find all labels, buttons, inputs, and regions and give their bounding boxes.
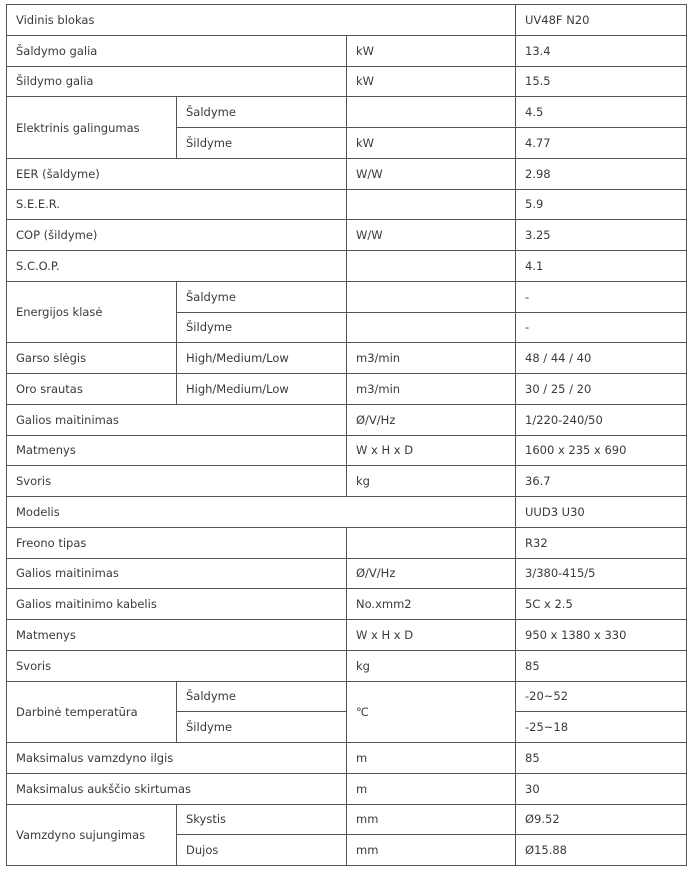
row-value: 15.5 [516,66,687,97]
row-unit: No.xmm2 [347,589,516,620]
row-label: Energijos klasė [7,281,177,343]
table-row [7,743,687,774]
table-row [7,558,687,589]
row-value: 4.1 [516,251,687,282]
table-row [7,374,687,405]
table-row [7,5,687,36]
row-sublabel: Šaldyme [177,281,347,312]
row-unit: kW [347,66,516,97]
row-label: Šildymo galia [7,66,347,97]
row-value: 85 [516,650,687,681]
row-mode: High/Medium/Low [177,374,347,405]
row-label: Šaldymo galia [7,35,347,66]
table-row [7,620,687,651]
row-value: UV48F N20 [516,5,687,36]
table-row [7,527,687,558]
row-unit: kg [347,650,516,681]
row-label: Vamzdyno sujungimas [7,804,177,866]
row-value: 30 [516,773,687,804]
row-unit: W x H x D [347,620,516,651]
row-value: -25~18 [516,712,687,743]
row-sublabel: Šildyme [177,312,347,343]
row-unit: mm [347,804,516,835]
table-row [7,97,687,128]
row-value: - [516,312,687,343]
row-label: Modelis [7,497,516,528]
table-row [7,251,687,282]
table-row [7,281,687,312]
row-value: 3.25 [516,220,687,251]
table-row [7,773,687,804]
row-unit: Ø/V/Hz [347,558,516,589]
row-sublabel: Šildyme [177,128,347,159]
row-sublabel: Šildyme [177,712,347,743]
row-value: 85 [516,743,687,774]
specifications-table [6,4,687,866]
table-row [7,189,687,220]
row-label: Garso slėgis [7,343,177,374]
row-value: 4.77 [516,128,687,159]
row-unit: ℃ [347,681,516,743]
row-unit: Ø/V/Hz [347,404,516,435]
row-label: Svoris [7,466,347,497]
row-value: 1600 x 235 x 690 [516,435,687,466]
row-label: COP (šildyme) [7,220,347,251]
row-unit: W x H x D [347,435,516,466]
table-row [7,497,687,528]
row-value: R32 [516,527,687,558]
row-unit: m3/min [347,343,516,374]
row-sublabel: Skystis [177,804,347,835]
table-row [7,66,687,97]
row-unit: W/W [347,158,516,189]
row-label: Svoris [7,650,347,681]
row-label: S.C.O.P. [7,251,347,282]
row-unit: mm [347,835,516,866]
row-label: EER (šaldyme) [7,158,347,189]
row-label: S.E.E.R. [7,189,347,220]
row-value: 13.4 [516,35,687,66]
row-value: -20~52 [516,681,687,712]
row-label: Galios maitinimo kabelis [7,589,347,620]
row-label: Galios maitinimas [7,404,347,435]
row-value: 3/380-415/5 [516,558,687,589]
row-value: 2.98 [516,158,687,189]
row-mode: High/Medium/Low [177,343,347,374]
row-label: Maksimalus vamzdyno ilgis [7,743,347,774]
row-value: UUD3 U30 [516,497,687,528]
table-row [7,804,687,835]
row-value: 5C x 2.5 [516,589,687,620]
row-unit: W/W [347,220,516,251]
row-label: Matmenys [7,620,347,651]
row-unit: m3/min [347,374,516,405]
table-row [7,650,687,681]
row-unit [347,312,516,343]
row-unit [347,527,516,558]
row-value: 30 / 25 / 20 [516,374,687,405]
row-label: Matmenys [7,435,347,466]
row-label: Freono tipas [7,527,347,558]
row-value: 48 / 44 / 40 [516,343,687,374]
row-unit: kg [347,466,516,497]
row-unit [347,281,516,312]
table-row [7,35,687,66]
row-label: Vidinis blokas [7,5,516,36]
row-value: - [516,281,687,312]
row-sublabel: Šaldyme [177,97,347,128]
row-unit: kW [347,35,516,66]
table-row [7,343,687,374]
row-value: 4.5 [516,97,687,128]
row-sublabel: Šaldyme [177,681,347,712]
row-unit: m [347,773,516,804]
table-row [7,681,687,712]
table-row [7,220,687,251]
row-label: Galios maitinimas [7,558,347,589]
row-value: 950 x 1380 x 330 [516,620,687,651]
row-value: Ø15.88 [516,835,687,866]
table-row [7,435,687,466]
row-label: Maksimalus aukščio skirtumas [7,773,347,804]
row-unit: kW [347,128,516,159]
row-label: Oro srautas [7,374,177,405]
row-sublabel: Dujos [177,835,347,866]
table-row [7,158,687,189]
table-row [7,589,687,620]
row-value: 1/220-240/50 [516,404,687,435]
row-unit [347,251,516,282]
row-unit [347,189,516,220]
table-row [7,466,687,497]
row-unit [347,97,516,128]
row-value: 5.9 [516,189,687,220]
row-unit: m [347,743,516,774]
row-label: Elektrinis galingumas [7,97,177,159]
row-label: Darbinė temperatūra [7,681,177,743]
row-value: Ø9.52 [516,804,687,835]
row-value: 36.7 [516,466,687,497]
table-row [7,404,687,435]
